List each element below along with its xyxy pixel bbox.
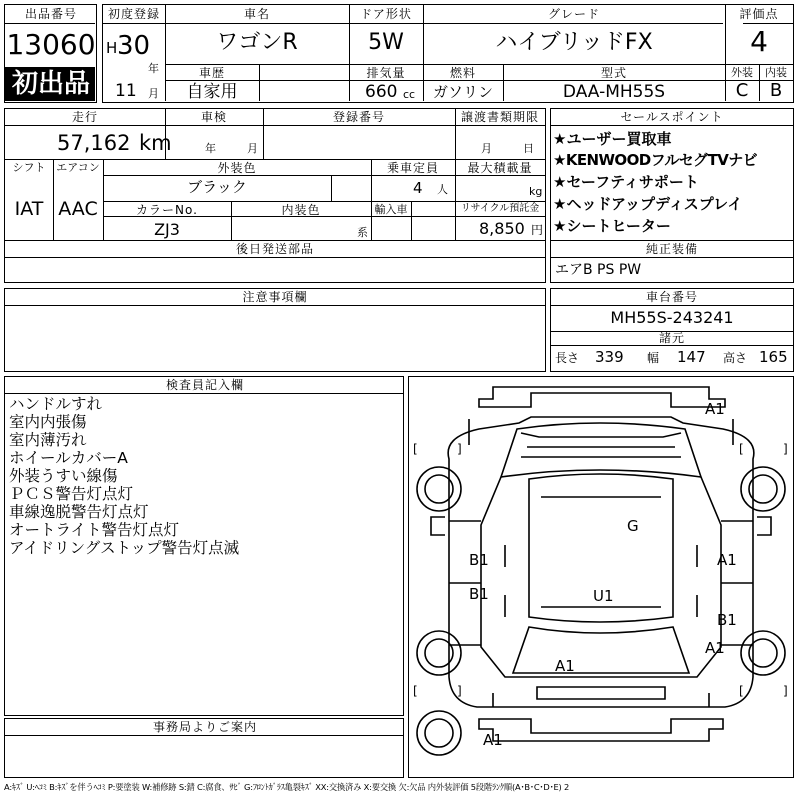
mileage-label: 走行 — [71, 110, 99, 124]
shift-label: シフト — [12, 161, 46, 174]
ac-label: エアコン — [56, 161, 100, 174]
inspector-notes — [9, 395, 239, 557]
ac: AAC — [58, 198, 98, 220]
notes-label: 注意事項欄 — [242, 290, 308, 304]
month-unit: 月 — [148, 87, 159, 100]
equipment-box — [550, 240, 794, 283]
bracket-right-bottom-open: [ — [739, 684, 744, 698]
sales-point-item: ★セーフティサポート — [553, 173, 699, 191]
sales-point-item: ★シートヒーター — [553, 217, 671, 235]
import-label: 輸入車 — [374, 203, 408, 216]
recycle-label: リサイクル預託金 — [460, 203, 540, 214]
fuel: ガソリン — [432, 83, 494, 101]
lot-number-label: 出品番号 — [24, 7, 78, 21]
bracket-right-bottom-close: ] — [783, 684, 788, 698]
width-label: 幅 — [647, 351, 660, 365]
chassis-number: MH55S-243241 — [610, 308, 734, 327]
sales-point-item: ★ヘッドアップディスプレイ — [553, 195, 743, 213]
car-outline — [409, 377, 793, 777]
inspector-note: 車線逸脱警告灯点灯 — [9, 503, 149, 521]
first-reg-label: 初度登録 — [107, 7, 161, 21]
interior-label: 内装 — [765, 66, 787, 79]
later-parts-label: 後日発送部品 — [235, 242, 315, 256]
bracket-left-top-close: ] — [457, 442, 462, 456]
fuel-label: 燃料 — [449, 66, 477, 80]
height-label: 高さ — [723, 351, 748, 365]
color: ブラック — [187, 178, 247, 196]
lot-number: 13060 — [6, 28, 96, 61]
interior-grade: B — [769, 80, 783, 101]
sales-points-label: セールスポイント — [620, 110, 724, 124]
model-code-label: 型式 — [600, 66, 628, 80]
car-diagram — [408, 376, 794, 778]
mark-right-front-door: A1 — [717, 551, 737, 569]
bracket-right-top-open: [ — [739, 442, 744, 456]
interior-color-unit: 系 — [357, 226, 368, 239]
lot-number-box — [4, 4, 97, 103]
interior-color-label: 内装色 — [281, 203, 321, 217]
bracket-left-bottom-close: ] — [457, 684, 462, 698]
mark-rear-bumper: A1 — [483, 731, 503, 749]
mark-roof: U1 — [593, 587, 614, 605]
bracket-right-top-close: ] — [783, 442, 788, 456]
capacity-label: 乗車定員 — [386, 161, 440, 175]
chassis-box — [550, 288, 794, 372]
grade: ハイブリッドFX — [495, 30, 653, 55]
first-reg-month: 11 — [115, 81, 137, 101]
mileage: 57,162 — [57, 131, 131, 155]
sales-point-item: ★KENWOODフルセグTVナビ — [553, 151, 758, 169]
score: 4 — [750, 25, 768, 58]
reg-no-label: 登録番号 — [332, 110, 386, 124]
recycle-unit: 円 — [531, 223, 544, 237]
inspector-note: オートライト警告灯点灯 — [9, 521, 180, 539]
load-unit: kg — [529, 185, 543, 198]
first-reg-year: 30 — [117, 31, 151, 61]
mark-rear-window: A1 — [555, 657, 575, 675]
length-label: 長さ — [555, 351, 580, 365]
inspector-note: ホイールカバーA — [9, 449, 128, 467]
mark-left-rear-door: B1 — [469, 585, 489, 603]
car-name: ワゴンR — [216, 30, 298, 55]
capacity: 4 — [413, 179, 423, 197]
bracket-left-bottom-open: [ — [413, 684, 418, 698]
displacement: 660 — [365, 82, 398, 102]
door-type: 5W — [368, 30, 404, 55]
color-no-label: カラーNo. — [136, 203, 198, 217]
exterior-grade: C — [735, 80, 749, 101]
width: 147 — [677, 348, 706, 366]
inspector-box — [4, 376, 404, 716]
inspector-note: 外装うすい線傷 — [9, 467, 118, 485]
inspector-note: 室内薄汚れ — [9, 431, 87, 449]
mark-left-front-door: B1 — [469, 551, 489, 569]
chassis-label: 車台番号 — [645, 290, 699, 304]
legend: A:ｷｽﾞ U:ﾍｺﾐ B:ｷｽﾞを伴うﾍｺﾐ P:要塗装 W:補修跡 S:錆 C:腐食、ｻﾋﾞ G:ﾌﾛﾝﾄｶﾞﾗｽ亀裂ｷｽﾞ XX:交換済み X:要交換 欠:欠品 内外装評価 5段階ﾗﾝｸ順(A･B･C･D･E) 2 — [4, 782, 570, 792]
length: 339 — [595, 348, 624, 366]
mark-right-rear-door: B1 — [717, 611, 737, 629]
displacement-label: 排気量 — [366, 66, 406, 80]
bracket-left-top-open: [ — [413, 442, 418, 456]
later-parts-box — [4, 240, 546, 283]
sales-point-item: ★ユーザー買取車 — [553, 130, 672, 148]
displacement-unit: cc — [403, 88, 416, 101]
history-label: 車歴 — [198, 66, 226, 80]
inspector-label: 検査員記入欄 — [165, 378, 245, 392]
transfer-month-unit: 月 — [481, 142, 492, 155]
color-label: 外装色 — [217, 161, 257, 175]
inspection-year-unit: 年 — [205, 142, 216, 155]
exterior-label: 外装 — [731, 66, 753, 79]
sales-points-box — [550, 108, 794, 242]
mileage-unit: km — [139, 131, 172, 155]
era: H — [106, 39, 118, 57]
office-box — [4, 718, 404, 778]
details-grid — [4, 108, 546, 242]
transfer-day-unit: 日 — [523, 142, 534, 155]
inspection-month-unit: 月 — [247, 142, 258, 155]
mark-right-rear-fender: A1 — [705, 639, 725, 657]
height: 165 — [759, 348, 788, 366]
model-code: DAA-MH55S — [562, 82, 666, 102]
equipment-value: エアB PS PW — [555, 262, 642, 278]
transfer-label: 譲渡書類期限 — [460, 110, 540, 124]
door-label: ドア形状 — [360, 7, 412, 21]
office-label: 事務局よりご案内 — [152, 720, 258, 734]
load-label: 最大積載量 — [467, 161, 533, 175]
capacity-unit: 人 — [437, 183, 448, 196]
mark-hood: G — [627, 517, 639, 535]
history: 自家用 — [186, 82, 238, 102]
car-name-label: 車名 — [243, 7, 271, 21]
first-listing-text: 初出品 — [11, 69, 91, 99]
score-label: 評価点 — [739, 7, 779, 21]
inspector-note: アイドリングストップ警告灯点滅 — [9, 539, 240, 557]
recycle: 8,850 — [479, 219, 525, 238]
specs-label: 諸元 — [658, 331, 686, 345]
inspector-note: ＰＣＳ警告灯点灯 — [9, 485, 134, 503]
grade-label: グレード — [547, 7, 601, 21]
inspector-note: ハンドルすれ — [9, 395, 103, 413]
inspector-note: 室内内張傷 — [9, 413, 87, 431]
mark-front-right: A1 — [705, 400, 725, 418]
equipment-label: 純正装備 — [645, 242, 699, 256]
color-no: ZJ3 — [154, 220, 180, 239]
year-unit: 年 — [148, 62, 159, 75]
inspection-label: 車検 — [200, 110, 228, 124]
notes-box — [4, 288, 546, 372]
shift: IAT — [14, 198, 44, 220]
header-grid — [102, 4, 794, 103]
